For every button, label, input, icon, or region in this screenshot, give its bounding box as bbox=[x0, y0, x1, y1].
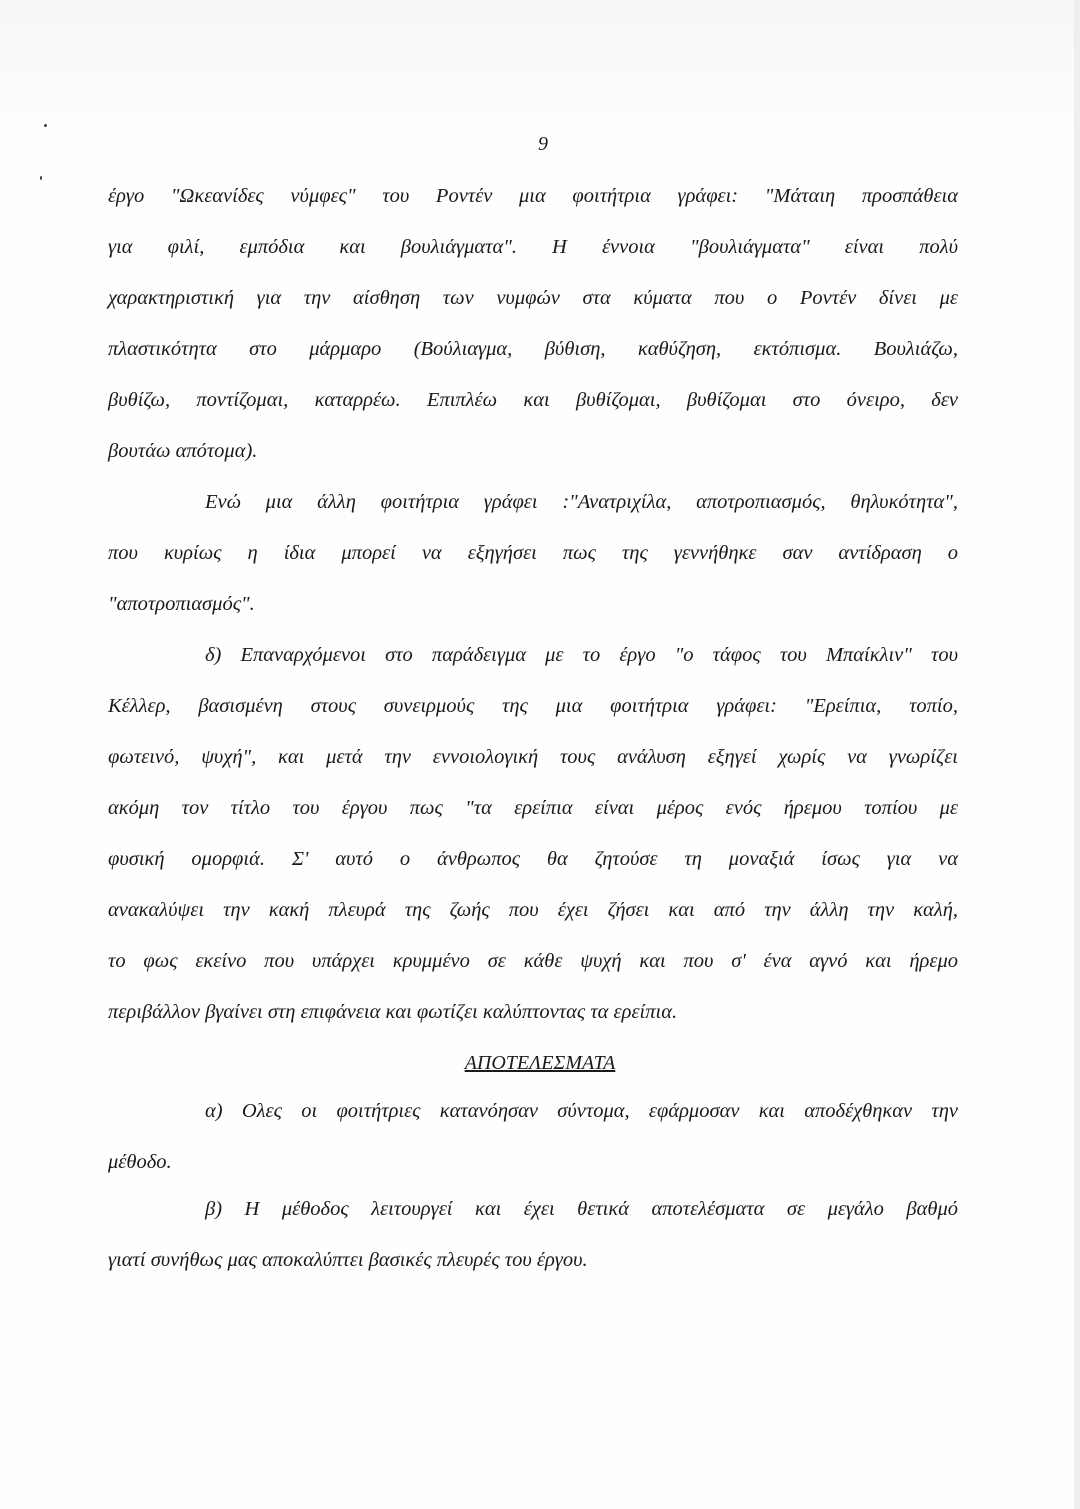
scan-speck bbox=[40, 176, 42, 180]
text-line: χαρακτηριστική για την αίσθηση των νυμφών στα κύματα που ο Ροντέν δίνει με bbox=[108, 287, 958, 309]
text-line: έργο "Ωκεανίδες νύμφες" του Ροντέν μια φοιτήτρια γράφει: "Μάταιη προσπάθεια bbox=[108, 185, 958, 207]
text-line: φωτεινό, ψυχή", και μετά την εννοιολογική τους ανάλυση εξηγεί χωρίς να γνωρίζει bbox=[108, 746, 958, 768]
text-line: Ενώ μια άλλη φοιτήτρια γράφει :"Ανατριχίλα, αποτροπιασμός, θηλυκότητα", bbox=[205, 491, 958, 513]
text-line: ανακαλύψει την κακή πλευρά της ζωής που έχει ζήσει και από την άλλη την καλή, bbox=[108, 899, 958, 921]
scan-right-edge bbox=[1074, 0, 1080, 1509]
page-number: 9 bbox=[538, 133, 548, 155]
text-line: μέθοδο. bbox=[108, 1151, 172, 1173]
text-line: "αποτροπιασμός". bbox=[108, 593, 255, 615]
text-line: ακόμη τον τίτλο του έργου πως "τα ερείπια είναι μέρος ενός ήρεμου τοπίου με bbox=[108, 797, 958, 819]
text-line: που κυρίως η ίδια μπορεί να εξηγήσει πως της γεννήθηκε σαν αντίδραση ο bbox=[108, 542, 958, 564]
text-line: Κέλλερ, βασισμένη στους συνειρμούς της μια φοιτήτρια γράφει: "Ερείπια, τοπίο, bbox=[108, 695, 958, 717]
text-line: το φως εκείνο που υπάρχει κρυμμένο σε κάθε ψυχή και που σ' ένα αγνό και ήρεμο bbox=[108, 950, 958, 972]
text-line: βουτάω απότομα). bbox=[108, 440, 258, 462]
text-line: α) Ολες οι φοιτήτριες κατανόησαν σύντομα, εφάρμοσαν και αποδέχθηκαν την bbox=[205, 1100, 958, 1122]
text-line: δ) Επαναρχόμενοι στο παράδειγμα με το έργο "ο τάφος του Μπαίκλιν" του bbox=[205, 644, 958, 666]
text-line: περιβάλλον βγαίνει στη επιφάνεια και φωτίζει καλύπτοντας τα ερείπια. bbox=[108, 1001, 678, 1023]
text-line: β) Η μέθοδος λειτουργεί και έχει θετικά αποτελέσματα σε μεγάλο βαθμό bbox=[205, 1198, 958, 1220]
scan-speck bbox=[44, 124, 47, 127]
text-line: πλαστικότητα στο μάρμαρο (Βούλιαγμα, βύθιση, καθύζηση, εκτόπισμα. Βουλιάζω, bbox=[108, 338, 958, 360]
scan-header-shading bbox=[0, 0, 1080, 140]
text-line: βυθίζω, ποντίζομαι, καταρρέω. Επιπλέω και βυθίζομαι, βυθίζομαι στο όνειρο, δεν bbox=[108, 389, 958, 411]
text-line: για φιλί, εμπόδια και βουλιάγματα". Η έννοια "βουλιάγματα" είναι πολύ bbox=[108, 236, 958, 258]
section-heading: ΑΠΟΤΕΛΕΣΜΑΤΑ bbox=[464, 1052, 616, 1074]
text-line: φυσική ομορφιά. Σ' αυτό ο άνθρωπος θα ζητούσε τη μοναξιά ίσως για να bbox=[108, 848, 958, 870]
text-line: γιατί συνήθως μας αποκαλύπτει βασικές πλευρές του έργου. bbox=[108, 1249, 588, 1271]
